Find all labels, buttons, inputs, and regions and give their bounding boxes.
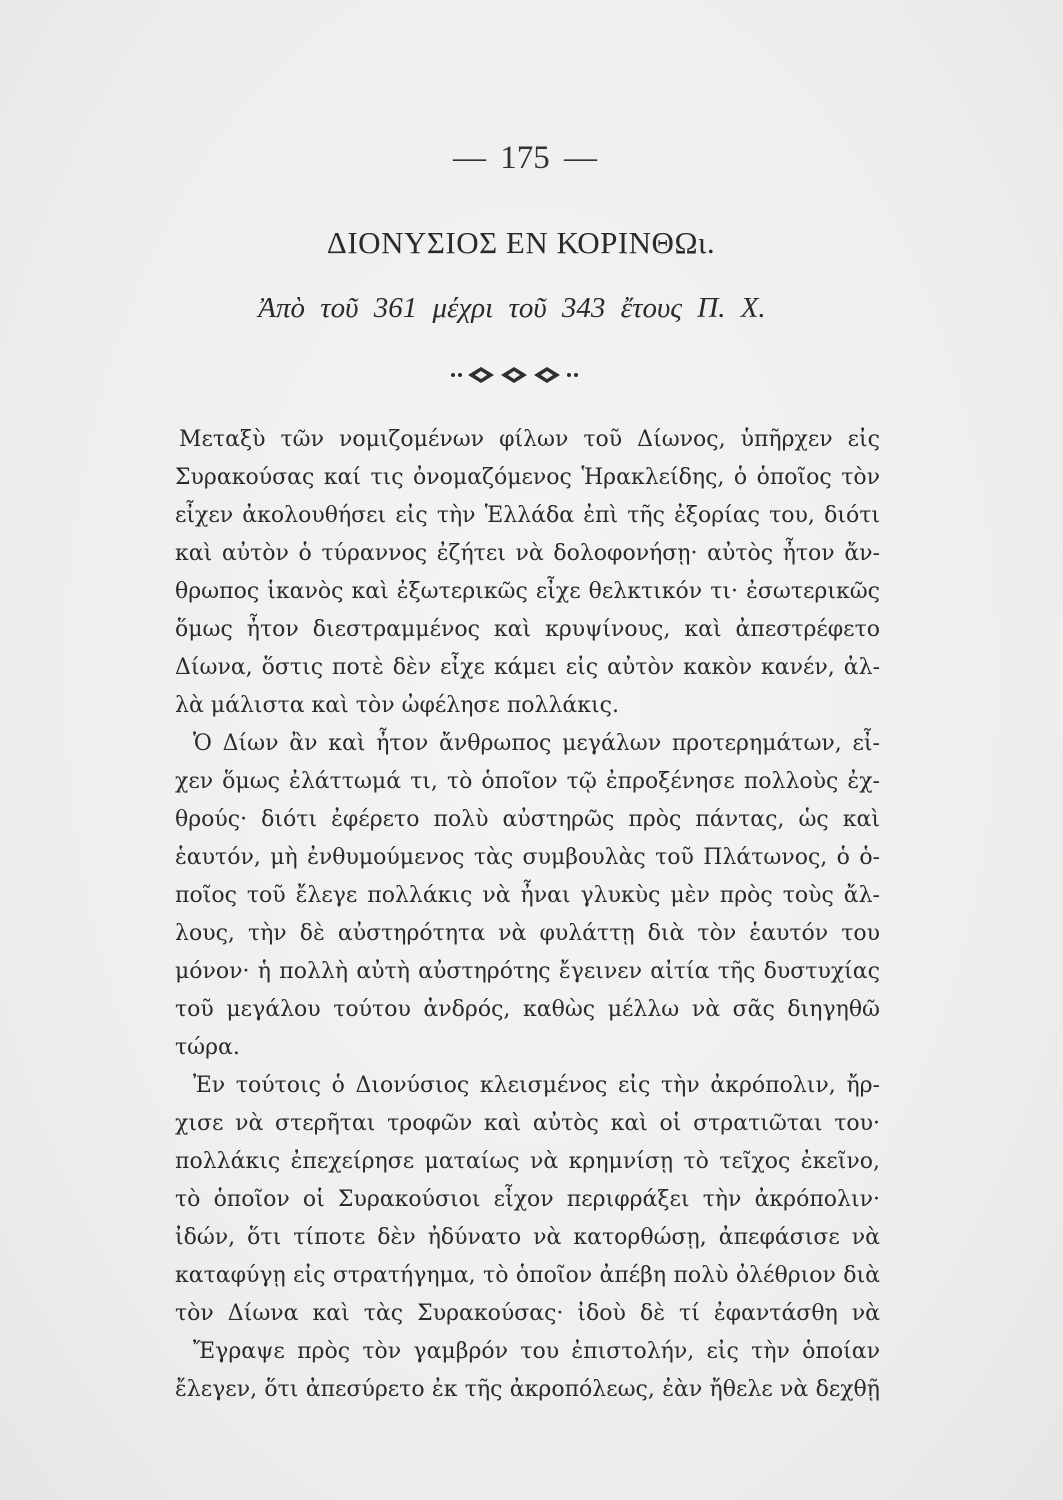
paragraph	[175, 421, 880, 725]
text-line: Ἔγραψε πρὸς τὸν γαμβρόν του ἐπιστολήν, εἰς τὴν ὁποίαν	[193, 1339, 880, 1364]
text-line: λὰ μάλιστα καὶ τὸν ὠφέλησε πολλάκις.	[175, 693, 619, 718]
text-line: τὸν Δίωνα καὶ τὰς Συρακούσας· ἰδοὺ δὲ τί ἐφαντάσθη νὰ	[175, 1301, 880, 1326]
text-line: τοῦ μεγάλου τούτου ἀνδρός, καθὼς μέλλω νὰ σᾶς διηγηθῶ	[175, 997, 880, 1022]
text-line: καὶ αὐτὸν ὁ τύραννος ἐζήτει νὰ δολοφονήσῃ· αὐτὸς ἦτον ἄν-	[175, 541, 880, 566]
text-line: τώρα.	[175, 1035, 240, 1060]
text-line: μόνον· ἡ πολλὴ αὐτὴ αὐστηρότης ἔγεινεν αἰτία τῆς δυστυχίας	[175, 959, 880, 984]
chapter-subtitle: Ἀπὸ τοῦ 361 μέχρι τοῦ 343 ἔτους Π. Χ.	[258, 292, 766, 324]
text-line: Ἐν τούτοις ὁ Διονύσιος κλεισμένος εἰς τὴν ἀκρόπολιν, ἤρ-	[193, 1073, 880, 1098]
text-line: Ὁ Δίων ἂν καὶ ἦτον ἄνθρωπος μεγάλων προτερημάτων, εἶ-	[193, 731, 880, 756]
page-number: — 175 —	[453, 140, 597, 176]
text-line: Μεταξὺ τῶν νομιζομένων φίλων τοῦ Δίωνος, ὑπῆρχεν εἰς	[179, 427, 880, 452]
text-line: λους, τὴν δὲ αὐστηρότητα νὰ φυλάττῃ διὰ τὸν ἑαυτόν του	[175, 921, 880, 946]
chapter-title: ΔΙΟΝΥΣΙΟΣ ΕΝ ΚΟΡΙΝΘΩι.	[326, 225, 716, 260]
paragraph	[175, 725, 880, 1067]
text-line: ἑαυτόν, μὴ ἐνθυμούμενος τὰς συμβουλὰς τοῦ Πλάτωνος, ὁ ὁ-	[175, 845, 880, 870]
paragraph	[175, 1067, 880, 1333]
text-line: ὅμως ἦτον διεστραμμένος καὶ κρυψίνους, καὶ ἀπεστρέφετο	[175, 617, 880, 642]
text-line: ποῖος τοῦ ἔλεγε πολλάκις νὰ ἦναι γλυκὺς μὲν πρὸς τοὺς ἄλ-	[175, 883, 880, 908]
text-line: πολλάκις ἐπεχείρησε ματαίως νὰ κρημνίσῃ τὸ τεῖχος ἐκεῖνο,	[175, 1149, 880, 1174]
text-line: θρούς· διότι ἐφέρετο πολὺ αὐστηρῶς πρὸς πάντας, ὡς καὶ	[175, 807, 880, 832]
text-line: Δίωνα, ὅστις ποτὲ δὲν εἶχε κάμει εἰς αὐτὸν κακὸν κανέν, ἀλ-	[175, 655, 880, 680]
paragraph	[175, 1333, 880, 1409]
text-line: ἔλεγεν, ὅτι ἀπεσύρετο ἐκ τῆς ἀκροπόλεως, ἐὰν ἤθελε νὰ δεχθῇ	[175, 1377, 880, 1402]
text-line: εἶχεν ἀκολουθήσει εἰς τὴν Ἑλλάδα ἐπὶ τῆς ἐξορίας του, διότι	[175, 503, 880, 528]
ornament-divider-icon	[448, 364, 582, 386]
text-line: ἰδών, ὅτι τίποτε δὲν ἠδύνατο νὰ κατορθώσῃ, ἀπεφάσισε νὰ	[175, 1225, 880, 1250]
text-line: χισε νὰ στερῆται τροφῶν καὶ αὐτὸς καὶ οἱ στρατιῶται του·	[175, 1111, 880, 1136]
text-line: τὸ ὁποῖον οἱ Συρακούσιοι εἶχον περιφράξει τὴν ἀκρόπολιν·	[175, 1187, 880, 1212]
text-line: χεν ὅμως ἐλάττωμά τι, τὸ ὁποῖον τῷ ἐπροξένησε πολλοὺς ἐχ-	[175, 769, 880, 794]
text-line: καταφύγῃ εἰς στρατήγημα, τὸ ὁποῖον ἀπέβη πολὺ ὀλέθριον διὰ	[175, 1263, 880, 1288]
text-line: θρωπος ἱκανὸς καὶ ἐξωτερικῶς εἶχε θελκτικόν τι· ἐσωτερικῶς	[175, 579, 880, 604]
text-line: Συρακούσας καί τις ὀνομαζόμενος Ἡρακλείδης, ὁ ὁποῖος τὸν	[175, 465, 880, 490]
body-text	[175, 421, 880, 1409]
